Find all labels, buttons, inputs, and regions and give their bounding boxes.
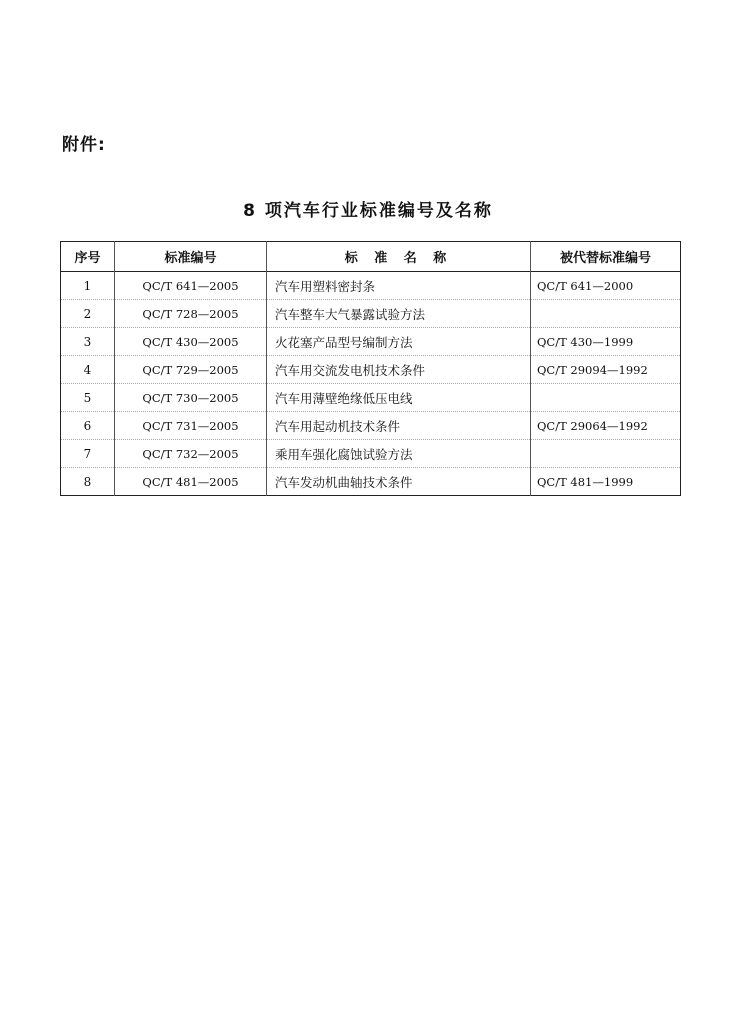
row-standard-name: 汽车整车大气暴露试验方法	[267, 300, 531, 328]
row-standard-code: QC/T 729—2005	[115, 356, 267, 384]
row-standard-code: QC/T 730—2005	[115, 384, 267, 412]
table-header-row	[61, 242, 681, 272]
table-row	[61, 356, 681, 384]
row-replaced-code	[531, 384, 681, 412]
row-serial-number: 3	[61, 328, 115, 356]
row-standard-code: QC/T 481—2005	[115, 468, 267, 496]
row-standard-name: 汽车用薄壁绝缘低压电线	[267, 384, 531, 412]
row-standard-code: QC/T 732—2005	[115, 440, 267, 468]
document-title: 8 项汽车行业标准编号及名称	[243, 201, 493, 221]
row-standard-name: 汽车用起动机技术条件	[267, 412, 531, 440]
row-replaced-code: QC/T 29064—1992	[531, 412, 681, 440]
row-replaced-code: QC/T 481—1999	[531, 468, 681, 496]
header-replaced-code: 被代替标准编号	[531, 242, 681, 272]
row-replaced-code	[531, 440, 681, 468]
row-standard-name: 乘用车强化腐蚀试验方法	[267, 440, 531, 468]
header-standard-name: 标 准 名 称	[267, 242, 531, 272]
row-serial-number: 7	[61, 440, 115, 468]
row-standard-code: QC/T 728—2005	[115, 300, 267, 328]
row-serial-number: 2	[61, 300, 115, 328]
standards-table	[60, 241, 681, 496]
row-serial-number: 4	[61, 356, 115, 384]
header-standard-code: 标准编号	[115, 242, 267, 272]
row-standard-name: 汽车用塑料密封条	[267, 272, 531, 300]
row-standard-code: QC/T 641—2005	[115, 272, 267, 300]
table-row	[61, 272, 681, 300]
row-serial-number: 5	[61, 384, 115, 412]
row-serial-number: 6	[61, 412, 115, 440]
row-standard-code: QC/T 430—2005	[115, 328, 267, 356]
table-row	[61, 384, 681, 412]
row-standard-name: 汽车用交流发电机技术条件	[267, 356, 531, 384]
table-row	[61, 412, 681, 440]
attachment-label: 附件:	[62, 135, 106, 155]
row-replaced-code: QC/T 430—1999	[531, 328, 681, 356]
row-standard-name: 火花塞产品型号编制方法	[267, 328, 531, 356]
row-serial-number: 8	[61, 468, 115, 496]
row-replaced-code: QC/T 29094—1992	[531, 356, 681, 384]
table-row	[61, 328, 681, 356]
table-row	[61, 440, 681, 468]
row-replaced-code: QC/T 641—2000	[531, 272, 681, 300]
row-serial-number: 1	[61, 272, 115, 300]
header-serial-number: 序号	[61, 242, 115, 272]
table-row	[61, 300, 681, 328]
row-replaced-code	[531, 300, 681, 328]
row-standard-code: QC/T 731—2005	[115, 412, 267, 440]
table-row	[61, 468, 681, 496]
row-standard-name: 汽车发动机曲轴技术条件	[267, 468, 531, 496]
